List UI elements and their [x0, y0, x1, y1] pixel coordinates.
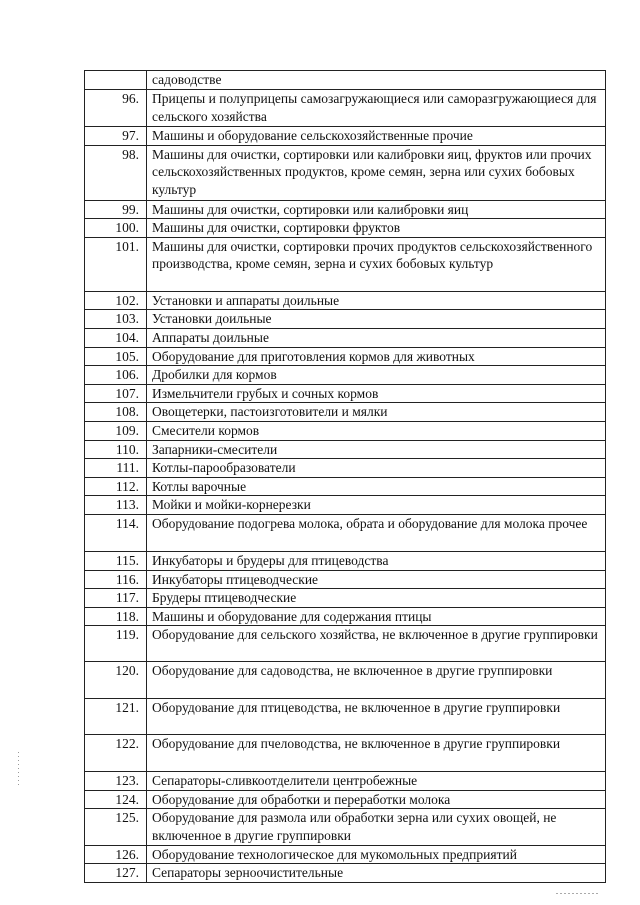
row-number: 121. — [85, 699, 147, 735]
table-row — [85, 626, 606, 662]
table-row — [85, 496, 606, 515]
row-description: Сепараторы зерноочистительные — [147, 864, 606, 883]
row-number: 115. — [85, 551, 147, 570]
row-number: 124. — [85, 790, 147, 809]
row-number: 99. — [85, 200, 147, 219]
row-number: 105. — [85, 347, 147, 366]
row-number — [85, 71, 147, 90]
table-row — [85, 864, 606, 883]
row-description: Оборудование для садоводства, не включенное в другие группировки — [147, 662, 606, 699]
row-description: Оборудование для приготовления кормов для животных — [147, 347, 606, 366]
row-number: 97. — [85, 127, 147, 146]
row-description: Машины для очистки, сортировки или калибровки яиц — [147, 200, 606, 219]
table-row — [85, 200, 606, 219]
row-description: Оборудование для сельского хозяйства, не включенное в другие группировки — [147, 626, 606, 662]
table-row — [85, 384, 606, 403]
equipment-list-table — [84, 70, 606, 883]
row-number: 127. — [85, 864, 147, 883]
row-number: 113. — [85, 496, 147, 515]
row-description: садоводстве — [147, 71, 606, 90]
table-row — [85, 219, 606, 238]
row-description: Запарники-смесители — [147, 440, 606, 459]
row-description: Мойки и мойки-корнерезки — [147, 496, 606, 515]
row-number: 104. — [85, 328, 147, 347]
table-row — [85, 551, 606, 570]
row-number: 110. — [85, 440, 147, 459]
row-description: Аппараты доильные — [147, 328, 606, 347]
row-description: Инкубаторы и брудеры для птицеводства — [147, 551, 606, 570]
row-number: 111. — [85, 459, 147, 478]
row-description: Машины для очистки, сортировки прочих продуктов сельскохозяйственного производства, кроме семян, зерна и сухих бобовых культур — [147, 237, 606, 291]
row-description: Инкубаторы птицеводческие — [147, 570, 606, 589]
table-row — [85, 347, 606, 366]
table-row — [85, 589, 606, 608]
table-row — [85, 291, 606, 310]
row-description: Оборудование для размола или обработки зерна или сухих овощей, не включенное в другие группировки — [147, 809, 606, 845]
table-row — [85, 699, 606, 735]
table-row — [85, 514, 606, 551]
table-row — [85, 145, 606, 200]
row-description: Машины для очистки, сортировки или калибровки яиц, фруктов или прочих сельскохозяйственных продуктов, кроме семян, зерна или сухих бобовых культур — [147, 145, 606, 200]
row-number: 119. — [85, 626, 147, 662]
row-description: Котлы-парообразователи — [147, 459, 606, 478]
table-row — [85, 772, 606, 791]
row-number: 107. — [85, 384, 147, 403]
row-description: Оборудование для птицеводства, не включенное в другие группировки — [147, 699, 606, 735]
table-row — [85, 735, 606, 772]
row-number: 118. — [85, 607, 147, 626]
row-number: 101. — [85, 237, 147, 291]
row-number: 108. — [85, 403, 147, 422]
table-row — [85, 71, 606, 90]
row-number: 106. — [85, 366, 147, 385]
row-number: 103. — [85, 310, 147, 329]
table-row — [85, 440, 606, 459]
row-number: 96. — [85, 90, 147, 127]
table-row — [85, 570, 606, 589]
row-number: 98. — [85, 145, 147, 200]
row-description: Машины для очистки, сортировки фруктов — [147, 219, 606, 238]
row-number: 117. — [85, 589, 147, 608]
row-description: Оборудование для пчеловодства, не включенное в другие группировки — [147, 735, 606, 772]
table-row — [85, 607, 606, 626]
row-description: Оборудование для обработки и переработки молока — [147, 790, 606, 809]
row-description: Оборудование технологическое для мукомольных предприятий — [147, 845, 606, 864]
row-description: Дробилки для кормов — [147, 366, 606, 385]
table-row — [85, 421, 606, 440]
row-description: Установки и аппараты доильные — [147, 291, 606, 310]
row-number: 123. — [85, 772, 147, 791]
row-description: Измельчители грубых и сочных кормов — [147, 384, 606, 403]
row-number: 102. — [85, 291, 147, 310]
row-number: 126. — [85, 845, 147, 864]
row-description: Машины и оборудование сельскохозяйственные прочие — [147, 127, 606, 146]
table-body — [85, 71, 606, 883]
row-description: Прицепы и полуприцепы самозагружающиеся или саморазгружающиеся для сельского хозяйства — [147, 90, 606, 127]
row-description: Оборудование подогрева молока, обрата и оборудование для молока прочее — [147, 514, 606, 551]
row-description: Сепараторы-сливкоотделители центробежные — [147, 772, 606, 791]
row-description: Машины и оборудование для содержания птицы — [147, 607, 606, 626]
row-number: 120. — [85, 662, 147, 699]
table-row — [85, 403, 606, 422]
table-row — [85, 662, 606, 699]
row-description: Котлы варочные — [147, 477, 606, 496]
row-number: 109. — [85, 421, 147, 440]
table-row — [85, 366, 606, 385]
row-number: 100. — [85, 219, 147, 238]
row-description: Брудеры птицеводческие — [147, 589, 606, 608]
table-row — [85, 237, 606, 291]
table-row — [85, 127, 606, 146]
row-number: 116. — [85, 570, 147, 589]
row-number: 112. — [85, 477, 147, 496]
table-row — [85, 790, 606, 809]
row-number: 114. — [85, 514, 147, 551]
scan-artifact-bottom — [556, 893, 598, 894]
table-row — [85, 328, 606, 347]
row-number: 125. — [85, 809, 147, 845]
table-row — [85, 310, 606, 329]
table-row — [85, 459, 606, 478]
row-description: Установки доильные — [147, 310, 606, 329]
row-description: Смесители кормов — [147, 421, 606, 440]
table-row — [85, 477, 606, 496]
row-number: 122. — [85, 735, 147, 772]
row-description: Овощетерки, пастоизготовители и мялки — [147, 403, 606, 422]
table-row — [85, 845, 606, 864]
table-row — [85, 809, 606, 845]
scan-artifact-left — [18, 752, 19, 786]
table-row — [85, 90, 606, 127]
